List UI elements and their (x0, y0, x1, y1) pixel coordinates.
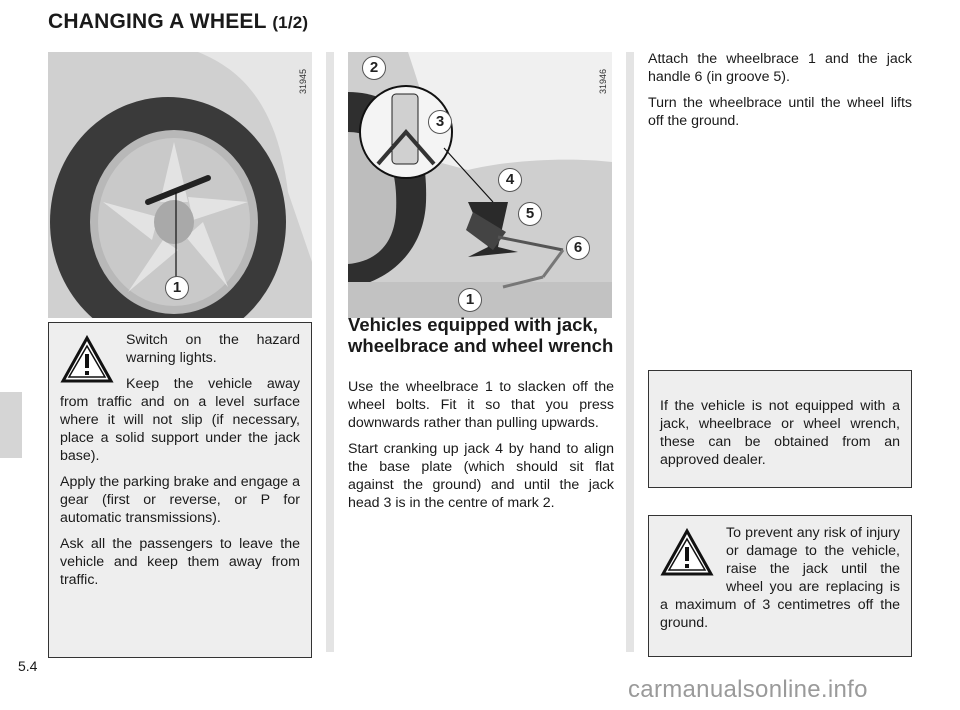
figure-code: 31946 (598, 68, 608, 94)
warning-paragraph: Switch on the hazard warning lights. (126, 332, 300, 366)
column-divider-right (626, 52, 634, 652)
page-title-main: CHANGING A WHEEL (48, 10, 267, 33)
page-title (48, 10, 308, 34)
jack-illustration (348, 52, 612, 318)
figure-code: 31945 (298, 68, 308, 94)
callout-1: 1 (165, 276, 189, 300)
callout-5: 5 (518, 202, 542, 226)
page-title-sub: (1/2) (272, 13, 309, 32)
instruction-paragraph: Use the wheelbrace 1 to slacken off the wheel bolts. Fit it so that you press downwards rather than pulling upwards. (348, 379, 614, 431)
warning-box-height (648, 515, 912, 657)
right-column-text (648, 50, 912, 138)
warning-paragraph: Keep the vehicle away from traffic and on a level surface where it will not slip (if necessary, place a solid support under the jack base). (60, 376, 300, 464)
watermark: carmanualsonline.info (628, 676, 868, 703)
warning-box-safety (48, 322, 312, 658)
instruction-paragraph: Turn the wheelbrace until the wheel lifts off the ground. (648, 95, 912, 129)
info-text: If the vehicle is not equipped with a jack, wheelbrace or wheel wrench, these can be obtained from an approved dealer. (660, 398, 900, 468)
warning-paragraph: Ask all the passengers to leave the vehicle and keep them away from traffic. (60, 536, 300, 588)
info-box-equipment (648, 370, 912, 488)
figure-jack-positioning (348, 52, 612, 318)
callout-3: 3 (428, 110, 452, 134)
section-body (348, 378, 614, 520)
callout-2: 2 (362, 56, 386, 80)
callout-4: 4 (498, 168, 522, 192)
warning-text: To prevent any risk of injury or damage to the vehicle, raise the jack until the wheel you are replacing is a maximum of 3 centimetres off the ground. (660, 525, 900, 631)
warning-triangle-icon (660, 528, 714, 578)
figure-wheelbrace-on-wheel (48, 52, 312, 318)
chapter-tab (0, 392, 22, 458)
instruction-paragraph: Start cranking up jack 4 by hand to align the base plate (which should sit flat against the ground) and until the jack head 3 is in the centre of mark 2. (348, 441, 614, 511)
column-divider-left (326, 52, 334, 652)
section-heading: Vehicles equipped with jack, wheelbrace and wheel wrench (348, 314, 614, 356)
page-number: 5.4 (18, 658, 38, 674)
warning-paragraph: Apply the parking brake and engage a gear (first or reverse, or P for automatic transmissions). (60, 474, 300, 526)
callout-1: 1 (458, 288, 482, 312)
callout-6: 6 (566, 236, 590, 260)
instruction-paragraph: Attach the wheelbrace 1 and the jack handle 6 (in groove 5). (648, 51, 912, 85)
warning-triangle-icon (60, 335, 114, 385)
